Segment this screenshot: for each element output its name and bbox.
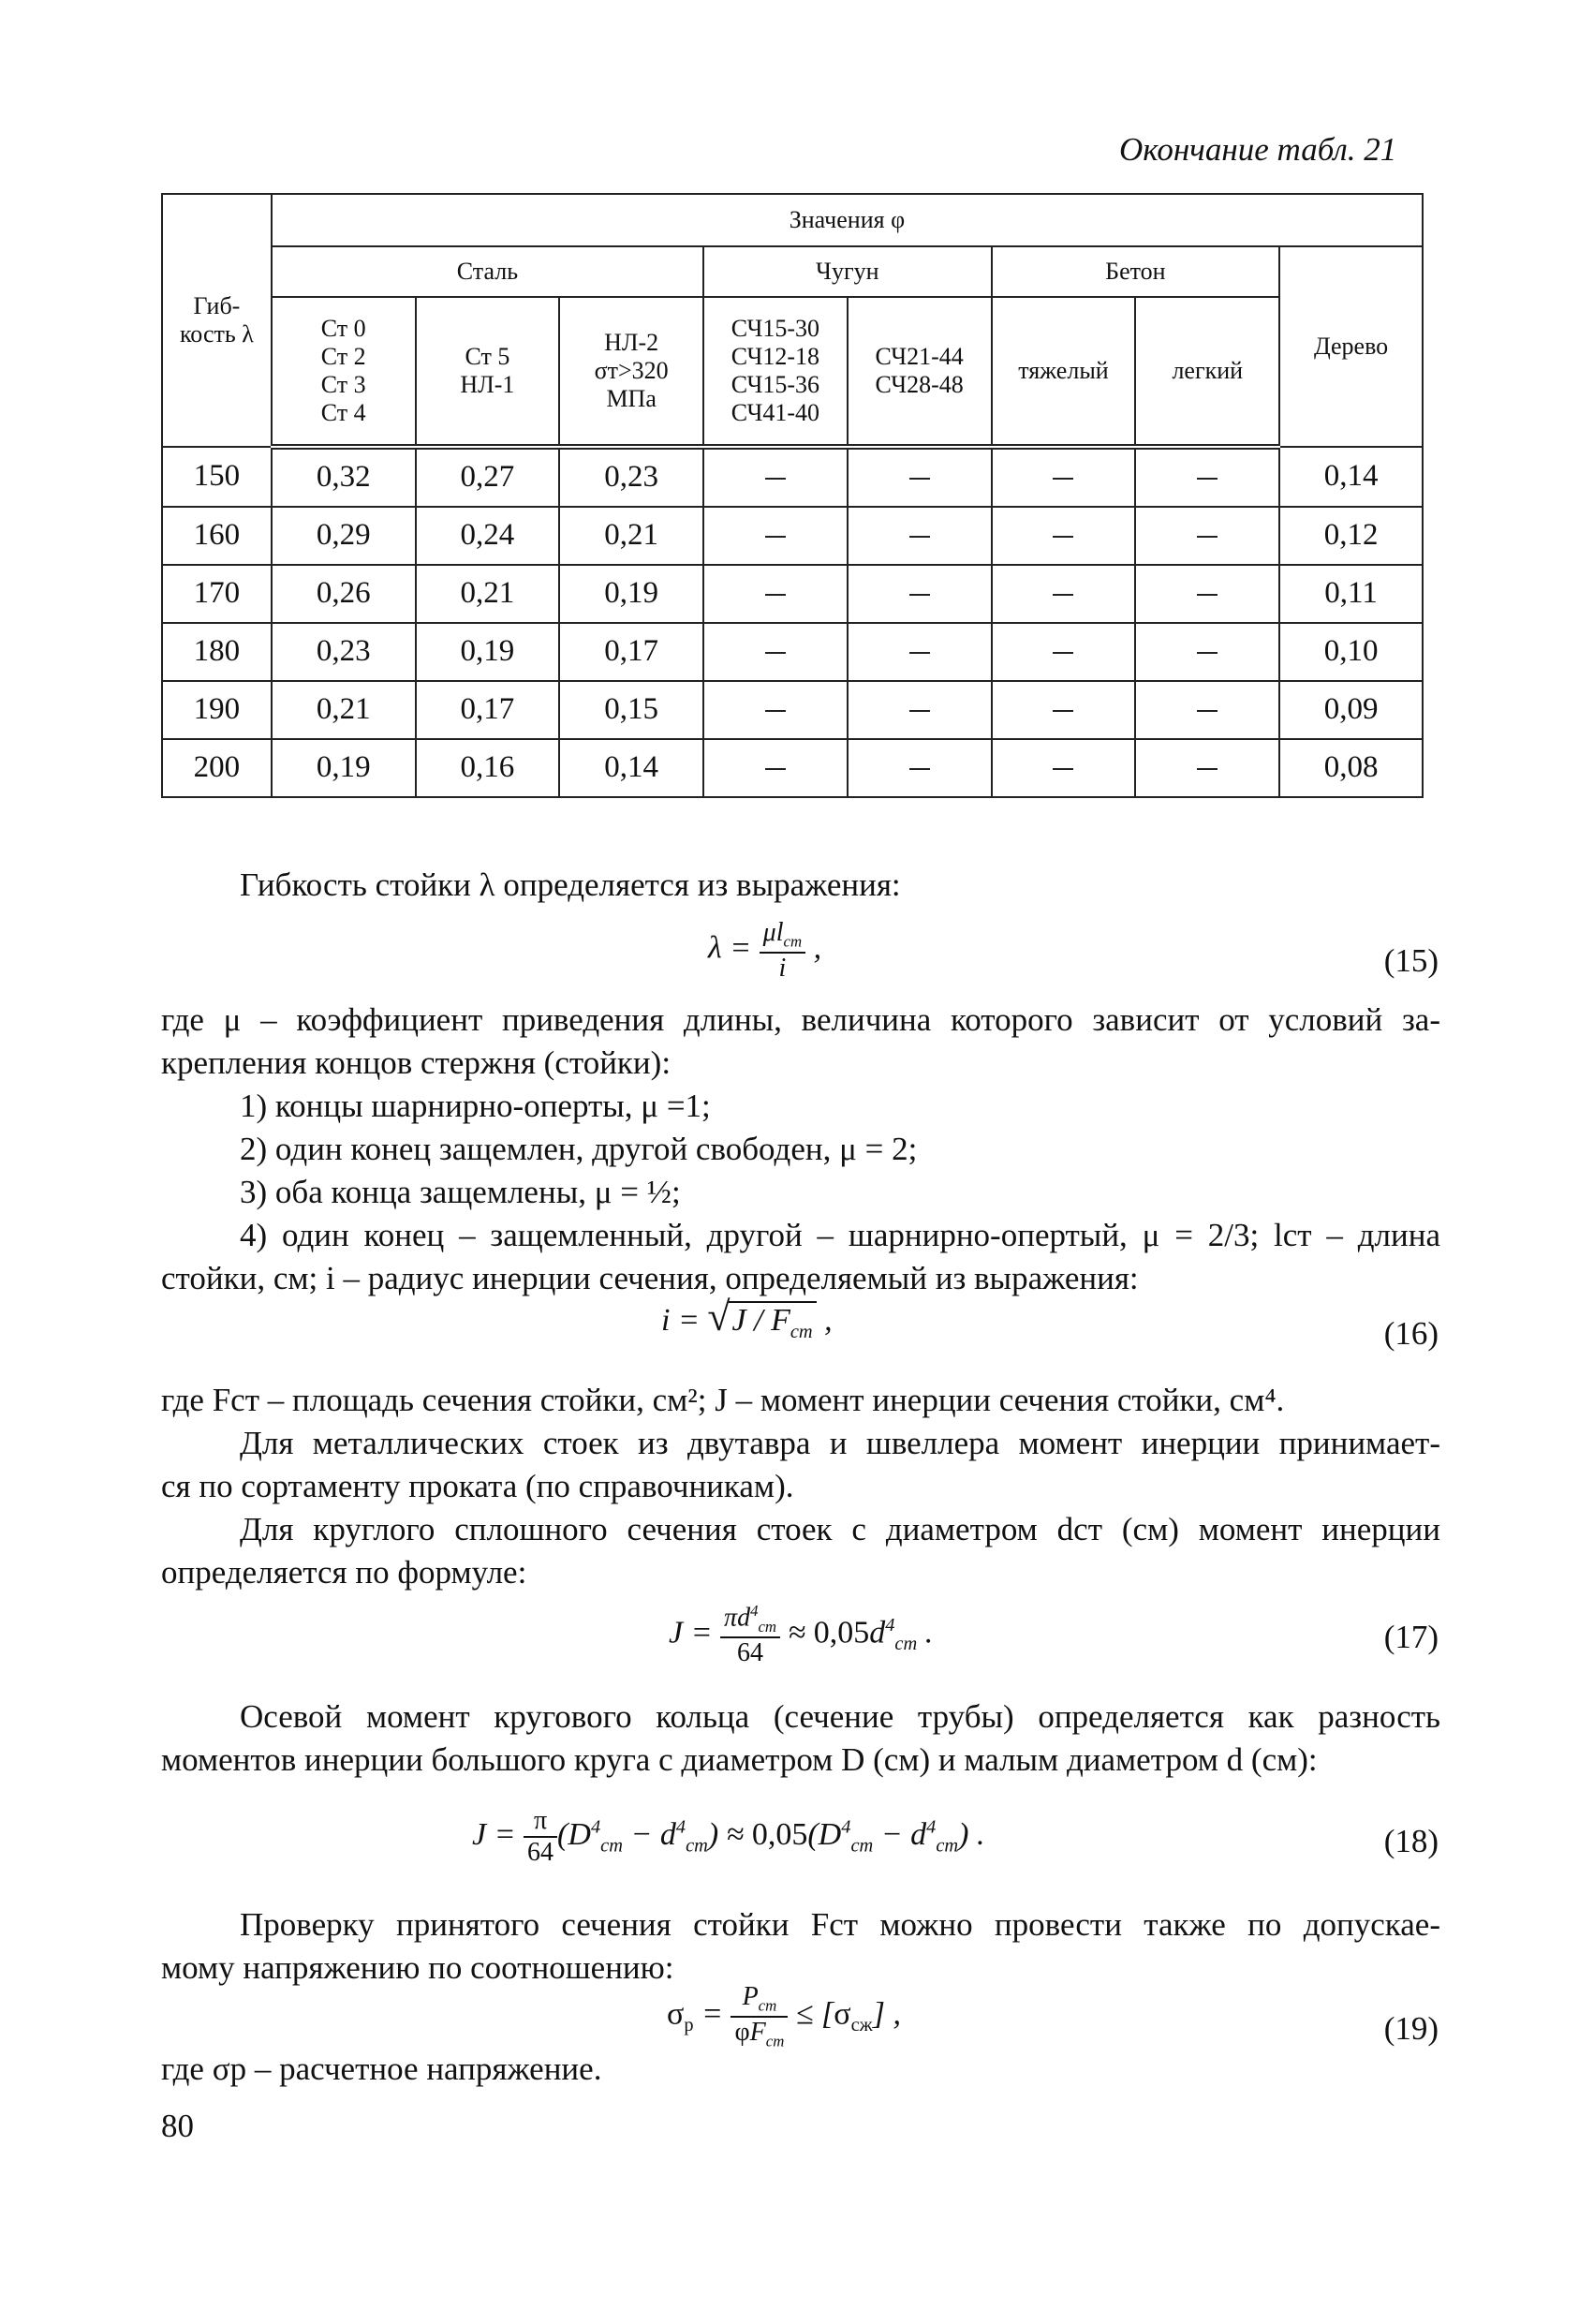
cell-st0: 0,32 <box>272 447 416 507</box>
header-nl2: НЛ-2 σт>320 МПа <box>559 297 703 447</box>
page-number: 80 <box>161 2108 194 2144</box>
dash-mark <box>765 768 786 770</box>
dash-mark <box>1197 478 1218 480</box>
cell-st5: 0,27 <box>416 447 560 507</box>
cell-empty-dash <box>848 623 992 681</box>
header-flexibility <box>162 194 272 447</box>
table-caption: Окончание табл. 21 <box>1119 131 1397 168</box>
equation-number-17: (17) <box>1383 1619 1439 1655</box>
cell-st0: 0,21 <box>272 681 416 739</box>
paragraph-metal-line1: Для металлических стоек из двутавра и швеллера момент инерции принимает- <box>240 1425 1440 1461</box>
cell-st0: 0,26 <box>272 565 416 623</box>
dash-mark <box>909 594 930 596</box>
cell-empty-dash <box>703 565 848 623</box>
cell-empty-dash <box>848 681 992 739</box>
dash-mark <box>765 536 786 538</box>
cell-empty-dash <box>1135 565 1279 623</box>
cell-empty-dash <box>1135 623 1279 681</box>
formula-17: J = $\frac{\pi d^4_{ст}}{64}$ ≈ $0,05d^4_{ст}$ . <box>669 1602 934 1667</box>
cell-empty-dash <box>1135 447 1279 507</box>
header-wood: Дерево <box>1279 246 1423 447</box>
cell-st0: 0,29 <box>272 507 416 565</box>
dash-mark <box>909 652 930 654</box>
formula-19: $\sigma_р$ = $\frac{P_{ст}}{\varphi F_{ст}}$ ≤ $[\sigma_{сж}]$ , <box>667 1982 901 2050</box>
dash-mark <box>909 536 930 538</box>
dash-mark <box>1197 536 1218 538</box>
dash-mark <box>909 768 930 770</box>
table-row <box>162 507 1423 565</box>
dash-mark <box>1053 710 1073 712</box>
cell-nl2: 0,23 <box>559 447 703 507</box>
paragraph-area: где Fст – площадь сечения стойки, см²; J – момент инерции сечения стойки, см⁴. <box>161 1382 1285 1418</box>
cell-st0: 0,23 <box>272 623 416 681</box>
cell-empty-dash <box>703 623 848 681</box>
paragraph-sigma: где σр – расчетное напряжение. <box>161 2050 602 2087</box>
header-sch2: СЧ21-44 СЧ28-48 <box>848 297 992 447</box>
paragraph-mu-line1: где μ – коэффициент приведения длины, величина которого зависит от условий за- <box>161 1001 1440 1038</box>
formula-15: λ = $\frac{\mu l_{ст}}{i}$ , <box>708 918 822 983</box>
cell-wood: 0,11 <box>1279 565 1423 623</box>
cell-empty-dash <box>703 507 848 565</box>
cell-nl2: 0,14 <box>559 739 703 797</box>
cell-st5: 0,24 <box>416 507 560 565</box>
cell-empty-dash <box>992 565 1136 623</box>
dash-mark <box>909 478 930 480</box>
cell-empty-dash <box>848 739 992 797</box>
cell-empty-dash <box>992 447 1136 507</box>
dash-mark <box>1053 652 1073 654</box>
cell-wood: 0,10 <box>1279 623 1423 681</box>
dash-mark <box>765 478 786 480</box>
dash-mark <box>1197 710 1218 712</box>
table-row <box>162 623 1423 681</box>
formula-18: J = $\frac{\pi}{64}$ $(D^4_{ст} - d^4_{ст}) \approx 0,05(D^4_{ст} - d^4_{ст})$ . <box>472 1806 985 1867</box>
header-steel: Сталь <box>272 246 703 297</box>
cell-empty-dash <box>848 565 992 623</box>
dash-mark <box>909 710 930 712</box>
cell-empty-dash <box>992 623 1136 681</box>
dash-mark <box>1053 536 1073 538</box>
cell-flexibility: 200 <box>162 739 272 797</box>
header-light: легкий <box>1135 297 1279 447</box>
list-item-3: 3) оба конца защемлены, μ = ½; <box>240 1174 681 1210</box>
equation-number-19: (19) <box>1383 2010 1439 2047</box>
cell-nl2: 0,19 <box>559 565 703 623</box>
header-castiron: Чугун <box>703 246 992 297</box>
cell-empty-dash <box>992 681 1136 739</box>
cell-flexibility: 170 <box>162 565 272 623</box>
cell-empty-dash <box>992 739 1136 797</box>
list-item-1: 1) концы шарнирно-оперты, μ =1; <box>240 1088 711 1124</box>
cell-wood: 0,08 <box>1279 739 1423 797</box>
header-values: Значения φ <box>272 194 1423 246</box>
dash-mark <box>1197 768 1218 770</box>
paragraph-round-line2: определяется по формуле: <box>161 1554 527 1591</box>
dash-mark <box>1053 478 1073 480</box>
flexibility-table <box>161 193 1424 798</box>
cell-empty-dash <box>848 447 992 507</box>
paragraph-mu-line2: крепления концов стержня (стойки): <box>161 1044 672 1081</box>
paragraph-check-line2: мому напряжению по соотношению: <box>161 1949 674 1986</box>
cell-st5: 0,21 <box>416 565 560 623</box>
equation-number-15: (15) <box>1383 942 1439 979</box>
cell-empty-dash <box>1135 739 1279 797</box>
cell-empty-dash <box>1135 681 1279 739</box>
header-st0: Ст 0 Ст 2 Ст 3 Ст 4 <box>272 297 416 447</box>
paragraph-metal-line2: ся по сортаменту проката (по справочникам). <box>161 1468 794 1504</box>
cell-nl2: 0,21 <box>559 507 703 565</box>
cell-flexibility: 180 <box>162 623 272 681</box>
cell-empty-dash <box>848 507 992 565</box>
cell-st5: 0,19 <box>416 623 560 681</box>
cell-empty-dash <box>1135 507 1279 565</box>
list-item-4-line1: 4) один конец – защемленный, другой – шарнирно-опертый, μ = 2/3; lст – длина <box>240 1217 1440 1253</box>
cell-st0: 0,19 <box>272 739 416 797</box>
cell-flexibility: 160 <box>162 507 272 565</box>
dash-mark <box>765 710 786 712</box>
cell-nl2: 0,17 <box>559 623 703 681</box>
header-heavy: тяжелый <box>992 297 1136 447</box>
equation-number-16: (16) <box>1383 1315 1439 1352</box>
paragraph-flexibility: Гибкость стойки λ определяется из выражения: <box>240 866 901 903</box>
cell-flexibility: 190 <box>162 681 272 739</box>
dash-mark <box>1197 594 1218 596</box>
equation-number-18: (18) <box>1383 1823 1439 1859</box>
formula-16: $i = √J / F_{ст}$ , <box>661 1294 833 1342</box>
dash-mark <box>765 594 786 596</box>
cell-flexibility: 150 <box>162 447 272 507</box>
header-concrete: Бетон <box>992 246 1280 297</box>
dash-mark <box>1197 652 1218 654</box>
cell-st5: 0,16 <box>416 739 560 797</box>
paragraph-round-line1: Для круглого сплошного сечения стоек с диаметром dст (см) момент инерции <box>240 1511 1440 1547</box>
dash-mark <box>765 652 786 654</box>
cell-st5: 0,17 <box>416 681 560 739</box>
cell-wood: 0,12 <box>1279 507 1423 565</box>
table-row <box>162 681 1423 739</box>
paragraph-ring-line1: Осевой момент кругового кольца (сечение трубы) определяется как разность <box>240 1698 1440 1735</box>
cell-empty-dash <box>703 447 848 507</box>
header-flexibility-label: Гиб- кость λ <box>180 292 254 348</box>
table-row <box>162 565 1423 623</box>
cell-empty-dash <box>703 739 848 797</box>
header-st5: Ст 5 НЛ-1 <box>416 297 560 447</box>
cell-wood: 0,14 <box>1279 447 1423 507</box>
dash-mark <box>1053 768 1073 770</box>
header-sch1: СЧ15-30 СЧ12-18 СЧ15-36 СЧ41-40 <box>703 297 848 447</box>
dash-mark <box>1053 594 1073 596</box>
list-item-4-line2: стойки, см; i – радиус инерции сечения, определяемый из выражения: <box>161 1260 1139 1296</box>
cell-empty-dash <box>703 681 848 739</box>
paragraph-ring-line2: моментов инерции большого круга с диаметром D (см) и малым диаметром d (см): <box>161 1741 1318 1778</box>
cell-wood: 0,09 <box>1279 681 1423 739</box>
cell-nl2: 0,15 <box>559 681 703 739</box>
cell-empty-dash <box>992 507 1136 565</box>
list-item-2: 2) один конец защемлен, другой свободен, μ = 2; <box>240 1131 918 1167</box>
paragraph-check-line1: Проверку принятого сечения стойки Fст можно провести также по допускае- <box>240 1906 1440 1943</box>
table-row <box>162 447 1423 507</box>
table-row <box>162 739 1423 797</box>
